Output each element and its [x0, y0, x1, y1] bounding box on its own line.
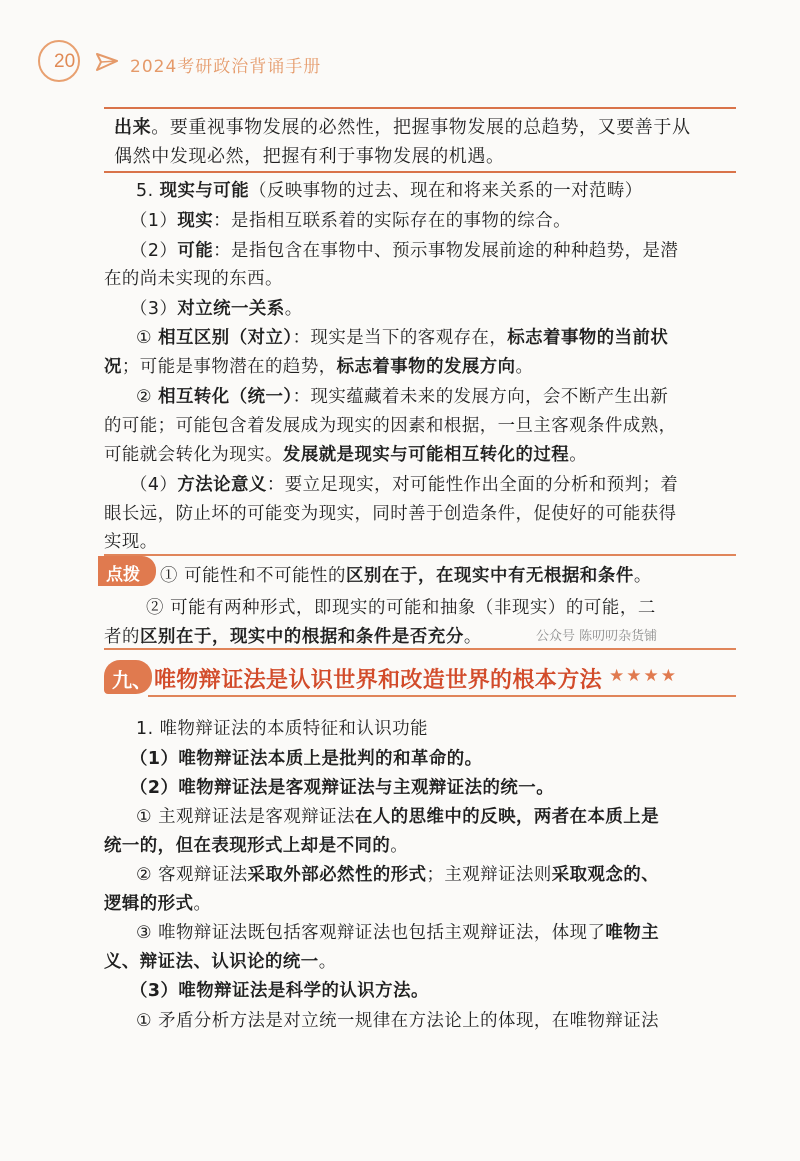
section-number-badge — [104, 660, 152, 694]
hint-point-1 — [160, 561, 652, 586]
sub-text: ：现实是当下的客观存在， — [292, 328, 508, 348]
sub-number: ① — [136, 328, 159, 348]
item-4 — [130, 470, 678, 495]
section-9-header — [104, 660, 736, 696]
sub-1 — [136, 323, 668, 348]
item-bold: 对立统一关系 — [177, 299, 285, 319]
sub-bold: 在人的思维中的反映，两者在本质上是 — [354, 807, 660, 827]
item-text: ：是指相互联系着的实际存在的事物的综合。 — [213, 211, 571, 231]
sub-text: 可能就会转化为现实。 — [104, 445, 283, 465]
item-number: （2） — [130, 241, 178, 261]
hint-text: 者的 — [104, 627, 140, 647]
sub-bold: 相互转化（统一） — [158, 387, 293, 407]
continued-note-box — [104, 107, 736, 173]
hint-badge-label: 点拨 — [106, 565, 140, 585]
s9-item-1: （1）唯物辩证法本质上是批判的和革命的。 — [130, 749, 483, 769]
sub-bold: 统一的，但在表现形式上却是不同的 — [104, 836, 391, 856]
sub-text: ；主观辩证法则 — [426, 865, 552, 885]
heading-number: 5. — [136, 181, 160, 201]
s9-sub-1-cont — [104, 831, 408, 856]
s9-sub-1 — [136, 802, 659, 827]
paper-plane-icon — [96, 52, 118, 72]
page-header — [38, 40, 758, 84]
s9-item-2: （2）唯物辩证法是客观辩证法与主观辩证法的统一。 — [130, 778, 555, 798]
sub-bold: 标志着事物的当前状 — [507, 328, 669, 348]
sub-text: ；可能是事物潜在的趋势， — [121, 357, 337, 377]
sub-bold: 相互区别（对立） — [158, 328, 293, 348]
hint-point-2-cont — [104, 622, 482, 647]
heading-rest: （反映事物的过去、现在和将来关系的一对范畴） — [249, 181, 643, 201]
section-5-heading — [136, 176, 643, 201]
sub-bold: 采取观念的、 — [551, 865, 660, 885]
sub-text: 。 — [318, 952, 337, 972]
sub-bold: 况 — [104, 357, 122, 377]
note-line-1 — [114, 113, 691, 139]
hint-text: 。 — [633, 566, 652, 586]
item-3 — [130, 294, 303, 319]
s9-sub-3-cont — [104, 947, 337, 972]
item-2 — [130, 236, 678, 261]
sub-text: ：现实蕴藏着未来的发展方向，会不断产生出新 — [292, 387, 669, 407]
s9-sub-3 — [136, 918, 659, 943]
item-bold: 现实 — [177, 211, 214, 231]
sub-number: ① — [136, 1011, 159, 1031]
item-4-cont: 眼长远，防止坏的可能变为现实，同时善于创造条件，促使好的可能获得 — [104, 504, 677, 524]
sub-text: 。 — [193, 894, 212, 914]
sub-text: 主观辩证法是客观辩证法 — [158, 807, 355, 827]
sub-number: ② — [136, 387, 159, 407]
section-number: 九、 — [112, 668, 152, 692]
s9-sub-2-cont — [104, 889, 211, 914]
sub-bold: 唯物主 — [605, 923, 660, 943]
s9-sub-2 — [136, 860, 659, 885]
importance-stars: ★★★★ — [609, 666, 678, 686]
hint-text: 可能性和不可能性的 — [184, 566, 347, 586]
sub-bold: 发展就是现实与可能相互转化的过程 — [282, 445, 570, 465]
sub-bold: 标志着事物的发展方向 — [336, 357, 516, 377]
sub-2-cont-2 — [104, 440, 587, 465]
note-text: 。要重视事物发展的必然性，把握事物发展的总趋势，又要善于从 — [151, 117, 691, 138]
sub-text: 。 — [569, 445, 588, 465]
hint-point-2 — [146, 593, 656, 618]
book-title: 2024考研政治背诵手册 — [130, 57, 322, 77]
item-bold: 可能 — [177, 241, 214, 261]
hint-text: 可能有两种形式，即现实的可能和抽象（非现实）的可能，二 — [170, 598, 656, 618]
sub-number: ① — [136, 807, 159, 827]
sub-bold: 采取外部必然性的形式 — [247, 865, 427, 885]
page-number-badge — [38, 40, 80, 82]
sub-text: 客观辩证法 — [158, 865, 248, 885]
sub-text: 唯物辩证法既包括客观辩证法也包括主观辩证法，体现了 — [158, 923, 606, 943]
item-text: ：是指包含在事物中、预示事物发展前途的种种趋势，是潜 — [213, 241, 679, 261]
s9-item-3: （3）唯物辩证法是科学的认识方法。 — [130, 981, 429, 1001]
heading-bold: 现实与可能 — [159, 181, 250, 201]
item-number: （4） — [130, 475, 178, 495]
item-bold: 方法论意义 — [177, 475, 267, 495]
s9-heading-1: 1. 唯物辩证法的本质特征和认识功能 — [136, 719, 428, 739]
sub-text: 。 — [515, 357, 534, 377]
sub-number: ② — [136, 865, 159, 885]
watermark: 公众号 陈叨叨杂货铺 — [536, 629, 658, 644]
hint-badge — [98, 556, 156, 586]
item-number: （1） — [130, 211, 178, 231]
sub-2-cont: 的可能；可能包含着发展成为现实的因素和根据，一旦主客观条件成熟， — [104, 416, 677, 436]
item-text: 。 — [284, 299, 303, 319]
sub-2 — [136, 382, 668, 407]
sub-text: 矛盾分析方法是对立统一规律在方法论上的体现，在唯物辩证法 — [158, 1011, 660, 1031]
sub-number: ③ — [136, 923, 159, 943]
item-number: （3） — [130, 299, 178, 319]
item-4-cont-2: 实现。 — [104, 532, 158, 552]
note-bold: 出来 — [114, 117, 152, 138]
note-line-2: 偶然中发现必然，把握有利于事物发展的机遇。 — [114, 146, 505, 167]
section-underline — [148, 695, 736, 697]
sub-1-cont — [104, 352, 533, 377]
hint-text: 。 — [463, 627, 482, 647]
s9-sub-4 — [136, 1006, 659, 1031]
item-1 — [130, 206, 571, 231]
hint-bold: 区别在于，现实中的根据和条件是否充分 — [139, 627, 464, 647]
sub-text: 。 — [390, 836, 409, 856]
item-text: ：要立足现实，对可能性作出全面的分析和预判；着 — [266, 475, 679, 495]
section-title: 唯物辩证法是认识世界和改造世界的根本方法 — [154, 667, 603, 693]
item-2-cont: 在的尚未实现的东西。 — [104, 269, 283, 289]
sub-bold: 义、辩证法、认识论的统一 — [104, 952, 319, 972]
page-number: 20 — [54, 51, 76, 72]
hint-number: ① — [160, 566, 185, 586]
sub-bold: 逻辑的形式 — [104, 894, 194, 914]
hint-bold: 区别在于，在现实中有无根据和条件 — [346, 566, 634, 586]
hint-number: ② — [146, 598, 171, 618]
